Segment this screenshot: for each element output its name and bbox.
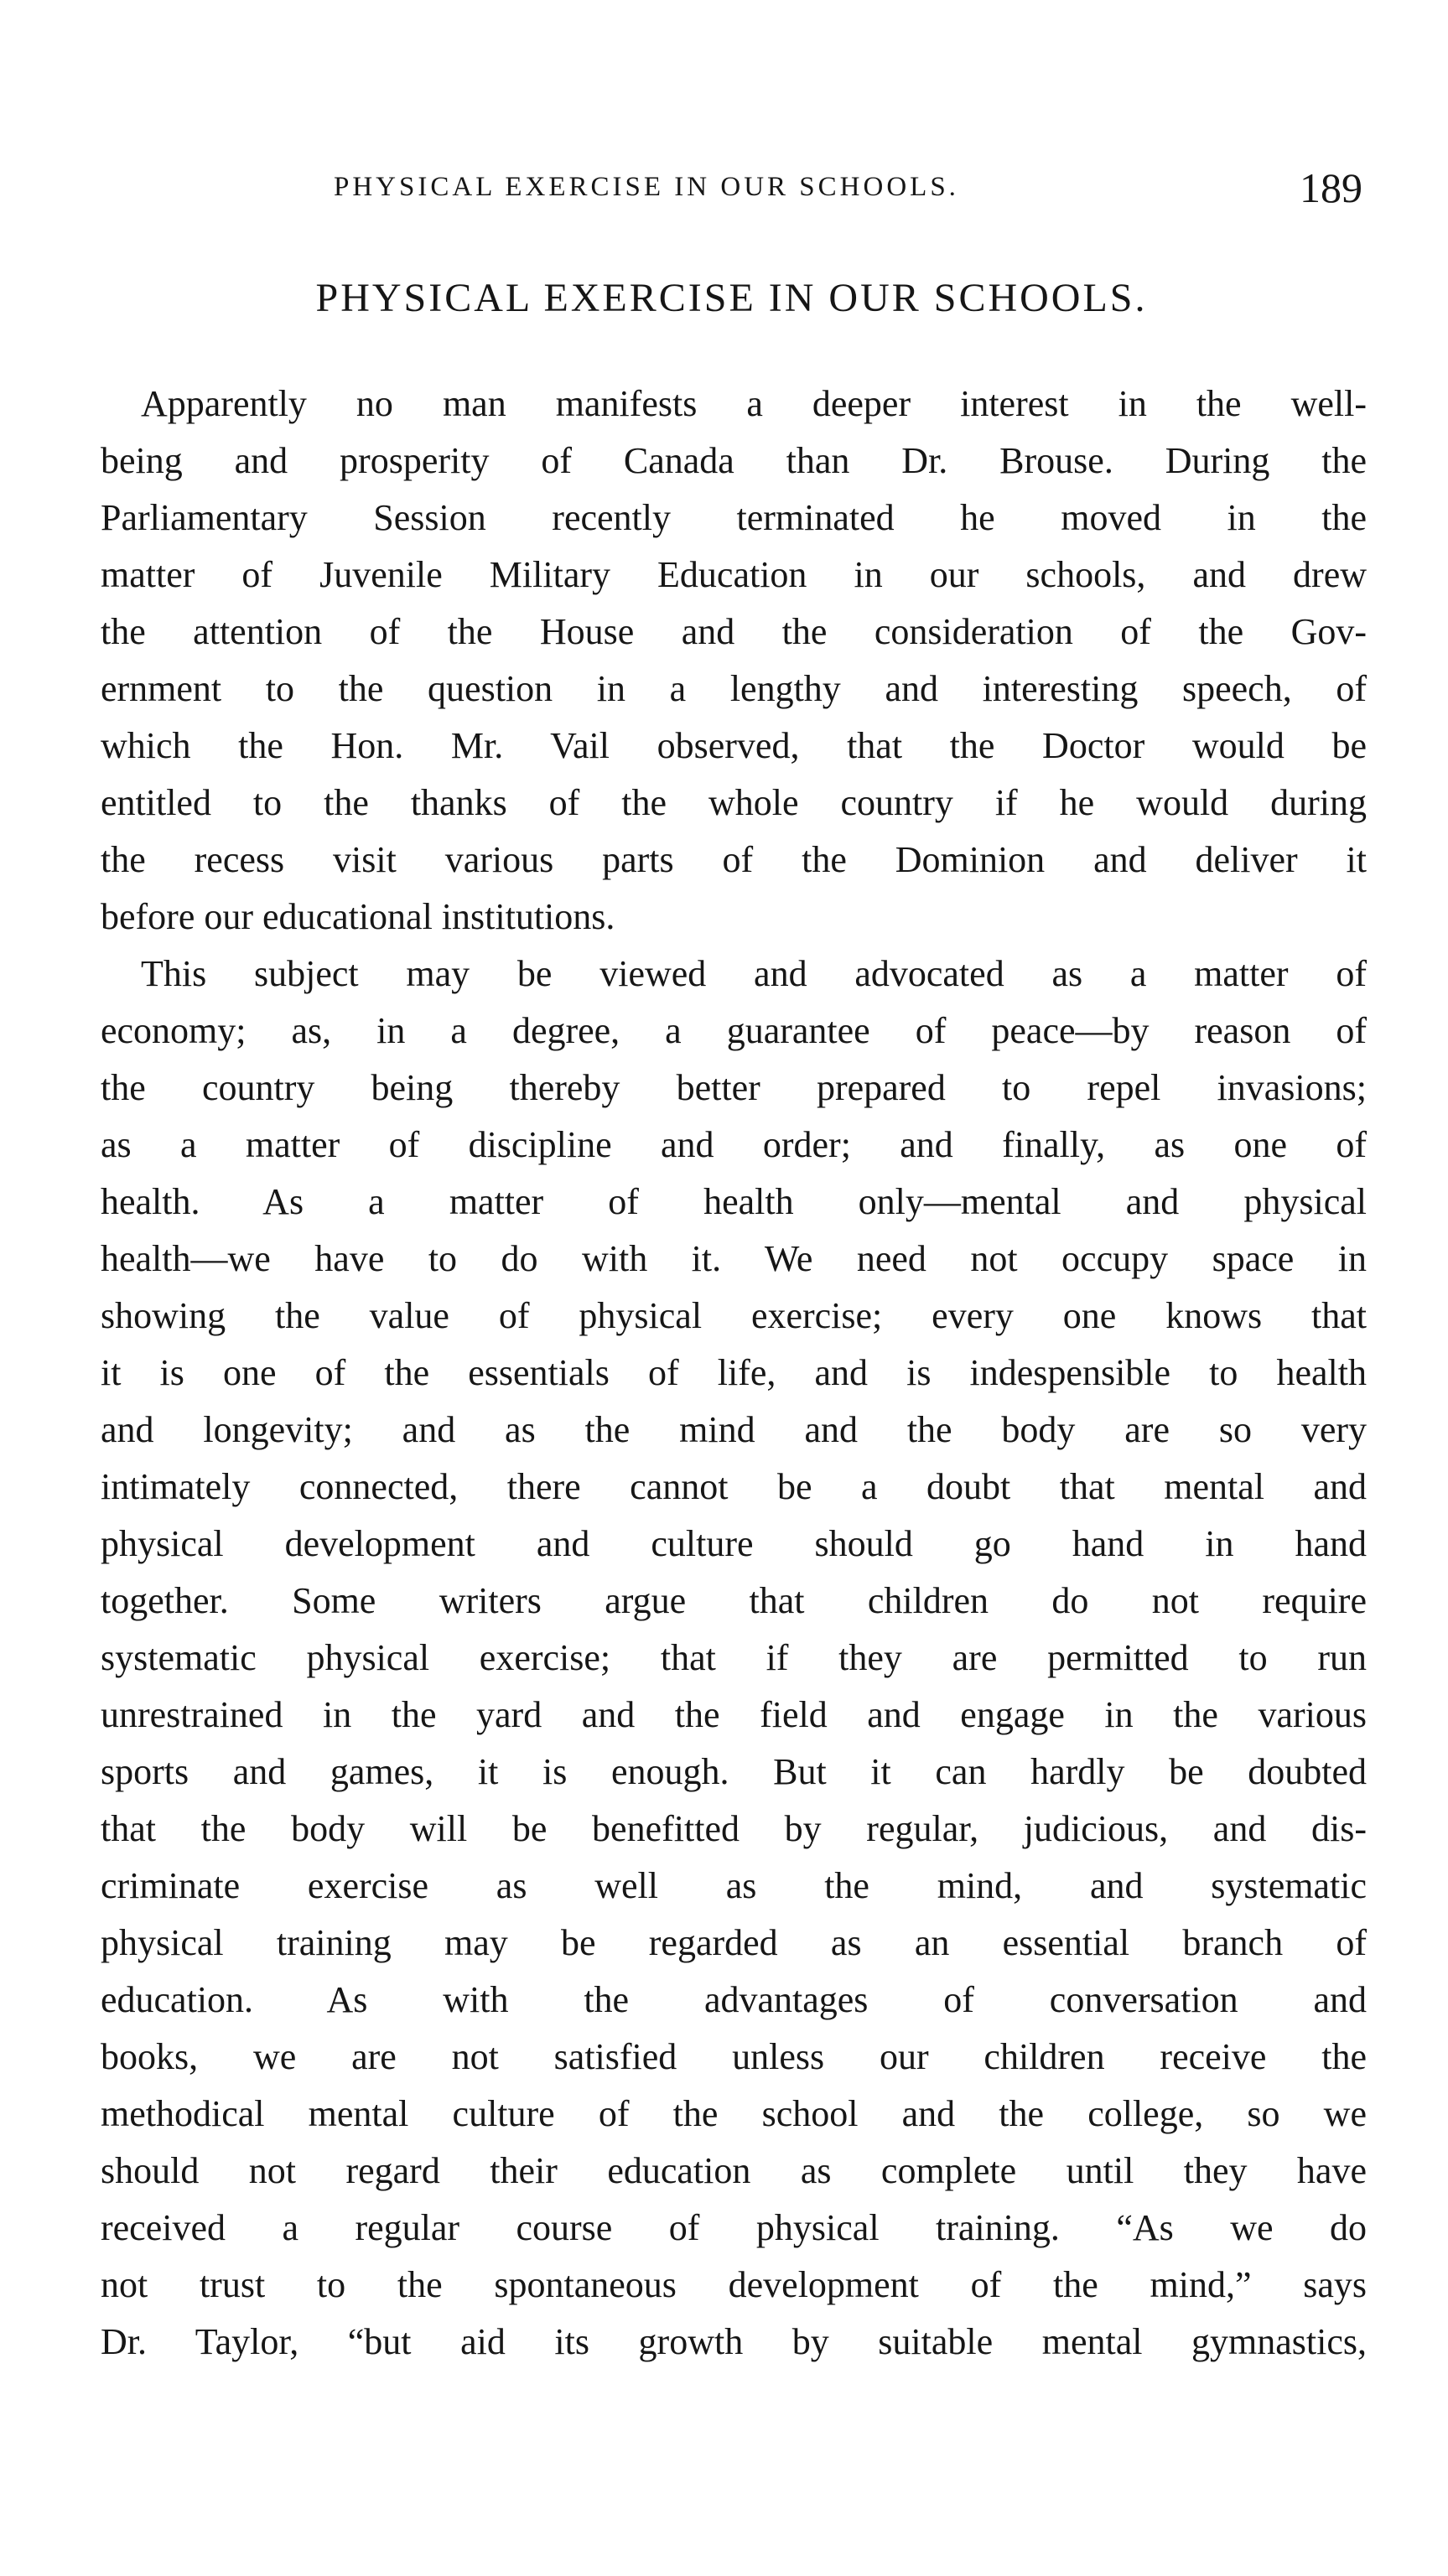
text-line: health—we have to do with it. We need not occupy space in xyxy=(101,1238,1367,1279)
article-body xyxy=(101,376,1367,2371)
text-line: which the Hon. Mr. Vail observed, that the Doctor would be xyxy=(101,725,1367,766)
text-line: as a matter of discipline and order; and finally, as one of xyxy=(101,1124,1367,1165)
text-line: matter of Juvenile Military Education in our schools, and drew xyxy=(101,554,1367,595)
text-line: Parliamentary Session recently terminated he moved in the xyxy=(101,497,1367,538)
text-line: not trust to the spontaneous development of the mind,” says xyxy=(101,2264,1367,2305)
text-line: entitled to the thanks of the whole country if he would during xyxy=(101,782,1367,823)
text-line: should not regard their education as complete until they have xyxy=(101,2150,1367,2191)
article-title: PHYSICAL EXERCISE IN OUR SCHOOLS. xyxy=(315,276,1148,320)
text-line: health. As a matter of health only—mental and physical xyxy=(101,1181,1367,1222)
text-line: This subject may be viewed and advocated as a matter of xyxy=(141,953,1367,994)
text-line: the recess visit various parts of the Dominion and deliver it xyxy=(101,839,1367,880)
text-line: the country being thereby better prepared to repel invasions; xyxy=(101,1067,1367,1108)
text-line: systematic physical exercise; that if they are permitted to run xyxy=(101,1637,1367,1678)
text-line: methodical mental culture of the school and the college, so we xyxy=(101,2093,1367,2134)
text-line: being and prosperity of Canada than Dr. Brouse. During the xyxy=(101,440,1367,481)
text-line: books, we are not satisfied unless our children receive the xyxy=(101,2036,1367,2077)
text-line: physical development and culture should go hand in hand xyxy=(101,1523,1367,1564)
text-line: economy; as, in a degree, a guarantee of peace—by reason of xyxy=(101,1010,1367,1051)
text-line: education. As with the advantages of conversation and xyxy=(101,1979,1367,2020)
text-line: showing the value of physical exercise; every one knows that xyxy=(101,1295,1367,1336)
text-line: physical training may be regarded as an essential branch of xyxy=(101,1922,1367,1963)
running-header xyxy=(101,163,1362,214)
text-line: Apparently no man manifests a deeper interest in the well- xyxy=(141,383,1367,424)
text-line: it is one of the essentials of life, and is indespensible to health xyxy=(101,1352,1367,1393)
running-title: PHYSICAL EXERCISE IN OUR SCHOOLS. xyxy=(334,172,959,202)
text-line: received a regular course of physical training. “As we do xyxy=(101,2207,1367,2248)
text-line: before our educational institutions. xyxy=(101,896,615,937)
text-line: criminate exercise as well as the mind, and systematic xyxy=(101,1865,1367,1906)
text-line: the attention of the House and the consideration of the Gov- xyxy=(101,611,1367,652)
text-line: that the body will be benefitted by regular, judicious, and dis- xyxy=(101,1808,1367,1849)
text-line: together. Some writers argue that children do not require xyxy=(101,1580,1367,1621)
text-line: Dr. Taylor, “but aid its growth by suitable mental gymnastics, xyxy=(101,2321,1367,2362)
text-line: sports and games, it is enough. But it can hardly be doubted xyxy=(101,1751,1367,1792)
text-line: ernment to the question in a lengthy and interesting speech, of xyxy=(101,668,1367,709)
text-line: and longevity; and as the mind and the body are so very xyxy=(101,1409,1367,1450)
text-line: unrestrained in the yard and the field and engage in the various xyxy=(101,1694,1367,1735)
text-line: intimately connected, there cannot be a doubt that mental and xyxy=(101,1466,1367,1507)
page-number: 189 xyxy=(1300,164,1362,211)
